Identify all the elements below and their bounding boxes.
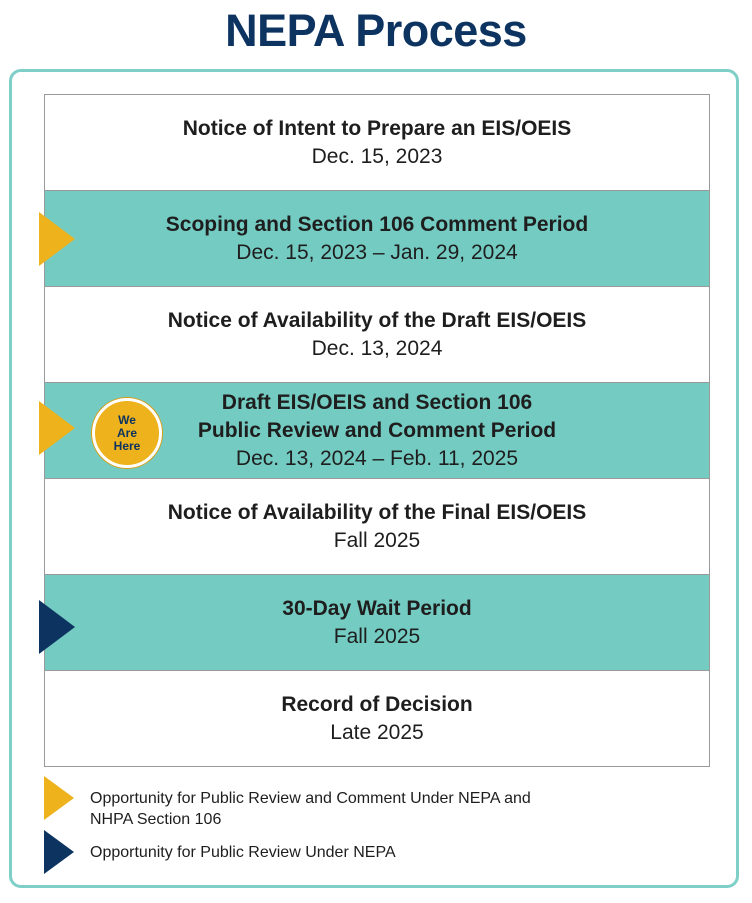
step-date: Dec. 15, 2023 – Jan. 29, 2024: [236, 240, 518, 264]
step-notice-of-intent: [45, 95, 709, 190]
step-title: Notice of Availability of the Final EIS/OEIS: [167, 500, 587, 524]
badge-line: Are: [116, 425, 137, 440]
gold-arrow-icon: [39, 401, 75, 455]
step-title-line-1: Draft EIS/OEIS and Section 106: [221, 390, 533, 414]
navy-arrow-icon: [39, 600, 75, 654]
step-noa-draft: [45, 286, 709, 382]
step-date: Fall 2025: [333, 528, 421, 552]
step-date: Dec. 15, 2023: [311, 144, 443, 168]
step-noa-final: [45, 478, 709, 574]
step-title: Notice of Availability of the Draft EIS/OEIS: [167, 308, 587, 332]
badge-line: We: [118, 412, 136, 427]
gold-arrow-icon: [39, 212, 75, 266]
step-date: Fall 2025: [333, 624, 421, 648]
legend-gold-text: [90, 788, 610, 830]
page-title: NEPA Process: [225, 5, 527, 56]
step-record-of-decision: [45, 670, 709, 766]
legend-gold-arrow-icon: [44, 776, 74, 820]
legend-line: Opportunity for Public Review and Comment Under NEPA and: [90, 790, 531, 807]
step-title-line-2: Public Review and Comment Period: [197, 418, 557, 442]
step-title: Scoping and Section 106 Comment Period: [165, 212, 589, 236]
step-30-day-wait: [45, 574, 709, 670]
badge-line: Here: [113, 438, 141, 453]
step-title: Notice of Intent to Prepare an EIS/OEIS: [182, 116, 572, 140]
step-date: Late 2025: [330, 720, 424, 744]
step-scoping-comment-period: [45, 190, 709, 286]
step-title: 30-Day Wait Period: [282, 596, 472, 620]
step-title: Record of Decision: [281, 692, 473, 716]
legend-line: NHPA Section 106: [90, 811, 222, 828]
step-date: Dec. 13, 2024: [311, 336, 443, 360]
legend-navy-text: [90, 842, 610, 863]
legend-navy-arrow-icon: [44, 830, 74, 874]
legend-line: Opportunity for Public Review Under NEPA: [90, 844, 396, 861]
we-are-here-badge: [92, 398, 162, 468]
step-date: Dec. 13, 2024 – Feb. 11, 2025: [235, 446, 519, 470]
